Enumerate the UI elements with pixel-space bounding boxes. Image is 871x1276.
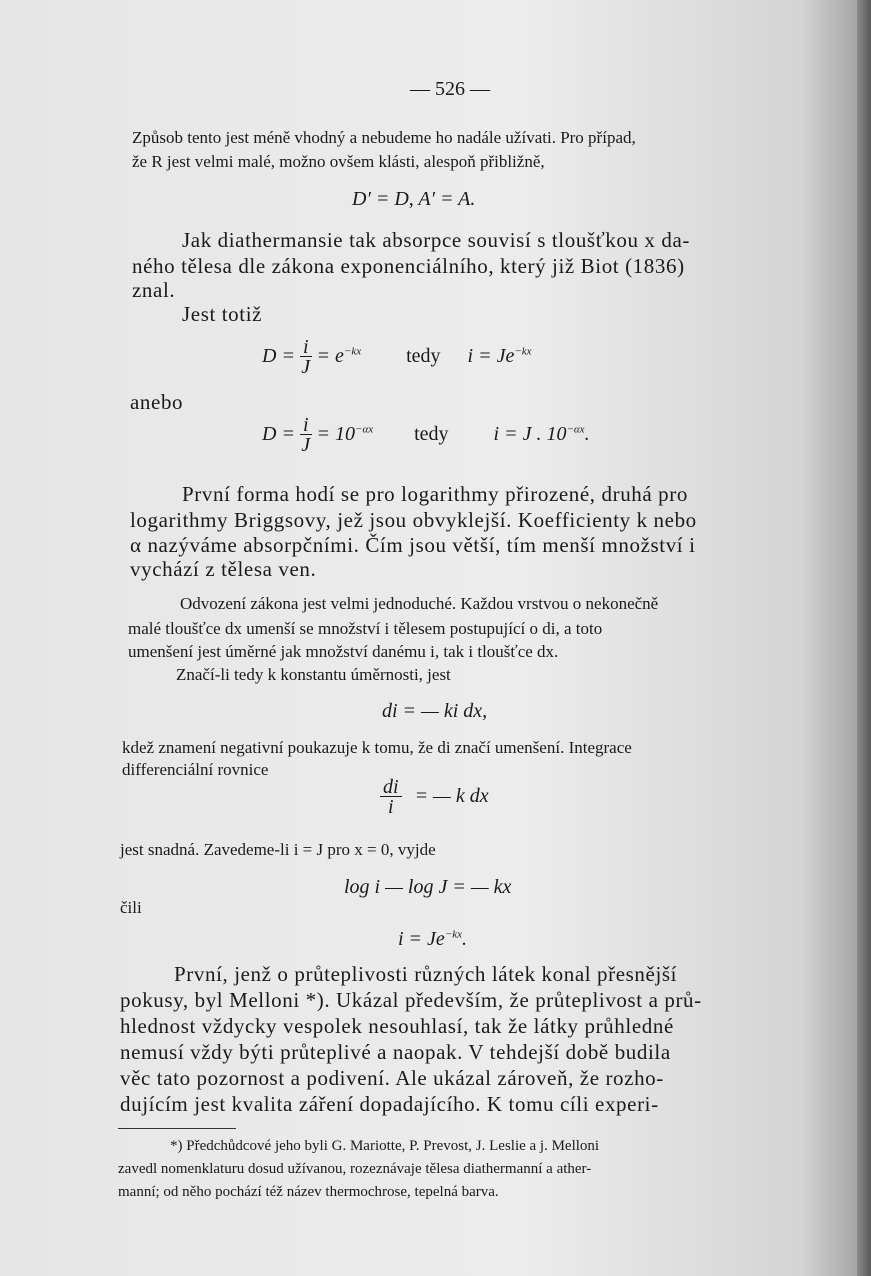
para5-line2: differenciální rovnice bbox=[122, 760, 269, 779]
eq5-numerator: di bbox=[380, 778, 402, 797]
equation-exp-10 bbox=[262, 416, 590, 455]
eq2-rhs: i = Je bbox=[467, 345, 515, 368]
para7-line5: věc tato pozornost a podivení. Ale ukázal zároveň, že rozho- bbox=[120, 1066, 664, 1090]
equation-differential bbox=[380, 778, 489, 817]
eq5-denominator: i bbox=[388, 796, 394, 818]
para7-line6: dujícím jest kvalita záření dopadajícího. K tomu cíli experi- bbox=[120, 1092, 659, 1116]
eq2-numerator: i bbox=[300, 338, 312, 357]
para1-line1: Způsob tento jest méně vhodný a nebudeme ho nadále užívati. Pro případ, bbox=[132, 128, 636, 147]
equation-d-a: D′ = D, A′ = A. bbox=[352, 188, 476, 210]
para3-line2: logarithmy Briggsovy, jež jsou obvyklejší. Koefficienty k nebo bbox=[130, 508, 697, 532]
equation-result bbox=[398, 928, 467, 951]
para3-line4: vychází z tělesa ven. bbox=[130, 557, 317, 581]
eq7-end: . bbox=[462, 928, 467, 950]
equation-di: di = — ki dx, bbox=[382, 700, 488, 722]
eq3-tedy: tedy bbox=[414, 423, 449, 446]
page-edge-shadow bbox=[857, 0, 871, 1276]
eq5-fraction bbox=[380, 778, 402, 817]
eq2-lhs: D = bbox=[262, 345, 295, 368]
para1-line2: že R jest velmi malé, možno ovšem klásti, alespoň přibližně, bbox=[132, 152, 545, 171]
eq3-end: . bbox=[584, 423, 590, 446]
eq2-fraction bbox=[300, 338, 312, 377]
eq7-text: i = Je bbox=[398, 928, 445, 950]
eq3-fraction bbox=[300, 416, 312, 455]
footnote-rule bbox=[118, 1128, 236, 1129]
para4-line1: Odvození zákona jest velmi jednoduché. Každou vrstvou o nekonečně bbox=[180, 594, 659, 613]
para7-line4: nemusí vždy býti průteplivé a naopak. V tehdejší době budila bbox=[120, 1040, 671, 1064]
anebo-label: anebo bbox=[130, 390, 184, 414]
eq3-numerator: i bbox=[300, 416, 312, 435]
para7-line2: pokusy, byl Melloni *). Ukázal především, že průteplivost a prů- bbox=[120, 988, 702, 1012]
para4-line2: malé tloušťce dx umenší se množství i tělesem postupující o di, a toto bbox=[128, 619, 603, 638]
eq3-rhs: i = J . 10 bbox=[493, 423, 567, 446]
para3-line3: α nazýváme absorpčními. Čím jsou větší, tím menší množství i bbox=[130, 533, 696, 557]
eq2-exponent: −kx bbox=[343, 345, 362, 358]
eq3-mid: = 10 bbox=[316, 423, 356, 446]
eq2-mid: = e bbox=[316, 345, 344, 368]
footnote-line3: manní; od něho pochází též název thermochrose, tepelná barva. bbox=[118, 1184, 499, 1200]
eq2-rhs-exponent: −kx bbox=[514, 345, 532, 358]
para2-line4: Jest totiž bbox=[182, 302, 263, 326]
equation-log: log i — log J = — kx bbox=[344, 876, 512, 898]
eq3-lhs: D = bbox=[262, 423, 295, 446]
para2-line3: znal. bbox=[132, 278, 176, 302]
para2-line1: Jak diathermansie tak absorpce souvisí s tloušťkou x da- bbox=[182, 228, 690, 252]
eq7-exponent: −kx bbox=[444, 928, 462, 941]
eq3-rhs-exponent: −αx bbox=[566, 423, 585, 436]
para6-line: jest snadná. Zavedeme-li i = J pro x = 0, vyjde bbox=[120, 840, 436, 859]
para4-line4: Značí-li tedy k konstantu úměrnosti, jest bbox=[176, 665, 451, 684]
eq2-denominator: J bbox=[301, 356, 311, 378]
para7-line1: První, jenž o průteplivosti různých látek konal přesnější bbox=[174, 962, 678, 986]
equation-exp-e bbox=[262, 338, 532, 377]
eq3-exponent: −αx bbox=[355, 423, 374, 436]
para5-line1: kdež znamení negativní poukazuje k tomu, že di značí umenšení. Integrace bbox=[122, 738, 632, 757]
page-number: — 526 — bbox=[410, 78, 490, 100]
footnote-line1: *) Předchůdcové jeho byli G. Mariotte, P. Prevost, J. Leslie a j. Melloni bbox=[170, 1138, 600, 1154]
para4-line3: umenšení jest úměrné jak množství danému i, tak i tloušťce dx. bbox=[128, 642, 559, 661]
para7-line3: hlednost vždycky vespolek nesouhlasí, tak že látky průhledné bbox=[120, 1014, 674, 1038]
eq3-denominator: J bbox=[301, 434, 311, 456]
cili-label: čili bbox=[120, 898, 142, 917]
eq5-rhs: = — k dx bbox=[414, 785, 489, 808]
footnote-line2: zavedl nomenklaturu dosud užívanou, rozeznávaje tělesa diathermanní a ather- bbox=[118, 1161, 592, 1177]
eq2-tedy: tedy bbox=[406, 345, 441, 368]
para3-line1: První forma hodí se pro logarithmy přirozené, druhá pro bbox=[182, 482, 688, 506]
para2-line2: ného tělesa dle zákona exponenciálního, který již Biot (1836) bbox=[132, 254, 685, 278]
